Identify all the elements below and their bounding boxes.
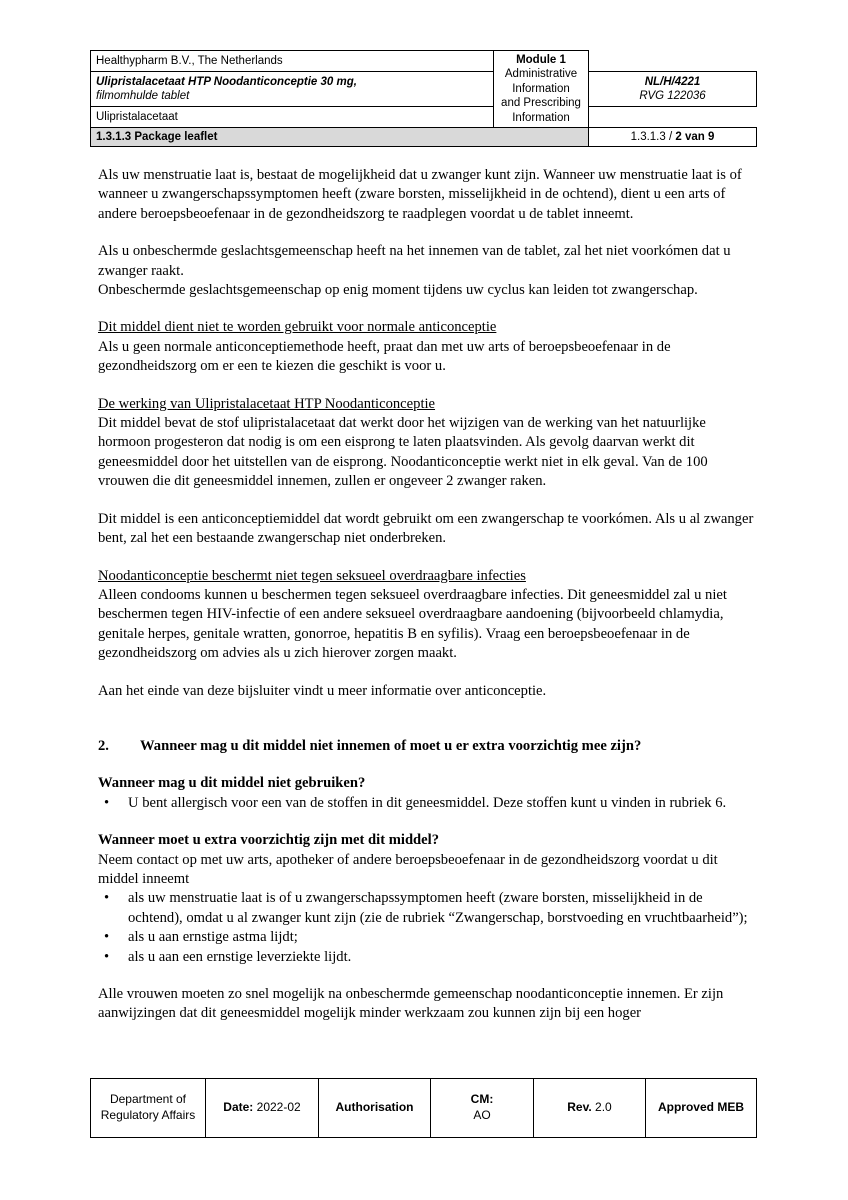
footer-department xyxy=(91,1079,206,1138)
footer-date-value: 2022-02 xyxy=(253,1100,301,1115)
paragraph-werking-uitleg: Dit middel bevat de stof ulipristalacetaat dat werkt door het wijzigen van de werking van het natuurlijke hormoon progesteron dat nodig is om een eisprong te laten plaatsvinden. Als gevolg daarvan werkt dit geneesmiddel door het uitstellen van de eisprong. Noodanticonceptie werkt niet in elk geval. Van de 100 vrouwen die dit geneesmiddel innemen, zullen er ongeveer 2 zwanger raken. xyxy=(98,415,708,490)
paragraph-onbeschermde-geslachtsgemeenschap: Als u onbeschermde geslachtsgemeenschap heeft na het innemen van de tablet, zal het niet voorkómen dat u zwanger raakt. xyxy=(98,243,731,279)
bullet-icon: • xyxy=(104,794,110,811)
header-code-rvg: RVG 122036 xyxy=(639,89,706,102)
paragraph-menstruatie-laat: Als uw menstruatie laat is, bestaat de mogelijkheid dat u zwanger kunt zijn. Wanneer uw menstruatie laat is of wanneer u zwangerschapssymptomen heeft (zware borsten, misselijkheid in de ochtend), dient u een arts of andere beroepsbeoefenaar in de gezondheidszorg te raadplegen voordat u de tablet inneemt. xyxy=(98,167,742,222)
header-module-subtitle-line2: and Prescribing Information xyxy=(501,97,581,124)
subheading-extra-voorzichtig: Wanneer moet u extra voorzichtig zijn met dit middel? xyxy=(98,832,440,849)
paragraph-neem-contact-op: Neem contact op met uw arts, apotheker of andere beroepsbeoefenaar in de gezondheidszorg voordat u dit middel inneemt xyxy=(98,851,718,887)
header-page-prefix: 1.3.1.3 / xyxy=(630,130,676,143)
list-item-text: als u aan een ernstige leverziekte lijdt. xyxy=(128,948,352,965)
header-company: Healthypharm B.V., The Netherlands xyxy=(91,51,494,72)
header-product-title: Ulipristalacetaat HTP Noodanticonceptie 30 mg, xyxy=(96,75,357,88)
bullet-list-contraindications xyxy=(98,794,758,813)
spacer xyxy=(98,813,758,831)
spacer xyxy=(98,664,758,682)
header-substance: Ulipristalacetaat xyxy=(91,107,589,128)
footer-cm-label: CM: xyxy=(470,1092,494,1107)
header-registration-codes xyxy=(589,71,757,107)
footer-department-line2: Regulatory Affairs xyxy=(100,1108,196,1122)
list-item-text: als uw menstruatie laat is of u zwangerschapssymptomen heeft (zware borsten, misselijkheid in de ochtend), omdat u al zwanger kunt zijn (zie de rubriek “Zwangerschap, borstvoeding en vruchtbaarheid”); xyxy=(128,890,748,926)
header-product-form: filmomhulde tablet xyxy=(96,89,190,102)
list-item xyxy=(98,794,758,813)
footer-row xyxy=(91,1079,757,1138)
footer-rev-label: Rev. xyxy=(567,1100,592,1115)
document-body xyxy=(98,166,758,1024)
list-item xyxy=(98,889,758,928)
header-row-product xyxy=(91,71,757,107)
header-leaflet-title: 1.3.1.3 Package leaflet xyxy=(91,127,589,146)
footer-cm xyxy=(431,1079,534,1138)
document-header-table xyxy=(90,50,757,147)
spacer xyxy=(98,549,758,567)
header-page-number: 2 van 9 xyxy=(675,130,715,143)
document-footer-table xyxy=(90,1078,757,1138)
paragraph-anticonceptiemiddel: Dit middel is een anticonceptiemiddel dat wordt gebruikt om een zwangerschap te voorkómen. Als u al zwanger bent, zal het een bestaande zwangerschap niet onderbreken. xyxy=(98,510,754,547)
subheading-soa-bescherming: Noodanticonceptie beschermt niet tegen seksueel overdraagbare infecties xyxy=(98,567,526,584)
footer-approved: Approved MEB xyxy=(646,1079,757,1138)
section-heading-2 xyxy=(98,737,758,756)
list-item xyxy=(98,948,758,967)
section-number-2: 2. xyxy=(98,737,109,754)
subheading-normale-anticonceptie: Dit middel dient niet te worden gebruikt voor normale anticonceptie xyxy=(98,319,497,336)
header-page-indicator xyxy=(589,127,757,146)
bullet-icon: • xyxy=(104,929,110,946)
header-row-company xyxy=(91,51,757,72)
footer-date xyxy=(206,1079,319,1138)
list-item-text: als u aan ernstige astma lijdt; xyxy=(128,929,298,946)
spacer xyxy=(98,492,758,510)
bullet-list-warnings xyxy=(98,889,758,967)
header-code-nlh: NL/H/4221 xyxy=(644,75,701,88)
header-row-substance xyxy=(91,107,757,128)
spacer xyxy=(98,377,758,395)
paragraph-anticonceptiemethode: Als u geen normale anticonceptiemethode heeft, praat dan met uw arts of beroepsbeoefenaar in de gezondheidszorg om er een te kiezen die geschikt is voor u. xyxy=(98,338,671,375)
paragraph-condooms-soa: Alleen condooms kunnen u beschermen tegen seksueel overdraagbare infecties. Dit geneesmiddel zal u niet beschermen tegen HIV-infectie of een andere seksueel overdraagbare aandoening (bijvoorbeeld chlamydia, genitale herpes, genitale wratten, gonorroe, hepatitis B en syfilis). Vraag een beroepsbeoefenaar in de gezondheidszorg om advies als u zich hierover zorgen maakt. xyxy=(98,586,727,662)
spacer xyxy=(98,967,758,985)
footer-rev xyxy=(534,1079,646,1138)
spacer xyxy=(98,300,758,318)
paragraph-cyclus-zwangerschap: Onbeschermde geslachtsgemeenschap op enig moment tijdens uw cyclus kan leiden tot zwangerschap. xyxy=(98,282,698,299)
footer-cm-value: AO xyxy=(473,1108,491,1122)
bullet-icon: • xyxy=(104,948,110,965)
footer-rev-value: 2.0 xyxy=(591,1100,612,1115)
paragraph-alle-vrouwen: Alle vrouwen moeten zo snel mogelijk na onbeschermde gemeenschap noodanticonceptie innemen. Er zijn aanwijzingen dat dit geneesmiddel mogelijk minder werkzaam zou kunnen zijn bij een hoger xyxy=(98,986,724,1022)
spacer xyxy=(98,756,758,774)
spacer xyxy=(98,719,758,737)
list-item xyxy=(98,928,758,947)
subheading-werking-ulipristalacetaat: De werking van Ulipristalacetaat HTP Noodanticonceptie xyxy=(98,395,436,412)
section-title-2: Wanneer mag u dit middel niet innemen of moet u er extra voorzichtig mee zijn? xyxy=(140,737,642,754)
spacer xyxy=(98,224,758,242)
header-product-name xyxy=(91,71,494,107)
list-item-text: U bent allergisch voor een van de stoffen in dit geneesmiddel. Deze stoffen kunt u vinden in rubriek 6. xyxy=(128,794,727,811)
footer-authorisation: Authorisation xyxy=(319,1079,431,1138)
header-module-subtitle-line1: Administrative Information xyxy=(504,68,578,95)
spacer xyxy=(98,701,758,719)
header-row-leaflet xyxy=(91,127,757,146)
footer-date-label: Date: xyxy=(223,1100,254,1115)
subheading-niet-gebruiken: Wanneer mag u dit middel niet gebruiken? xyxy=(98,775,366,792)
bullet-icon: • xyxy=(104,890,110,907)
footer-department-line1: Department of xyxy=(109,1092,187,1107)
paragraph-einde-bijsluiter: Aan het einde van deze bijsluiter vindt u meer informatie over anticonceptie. xyxy=(98,682,547,699)
header-module-title: Module 1 xyxy=(516,54,566,66)
